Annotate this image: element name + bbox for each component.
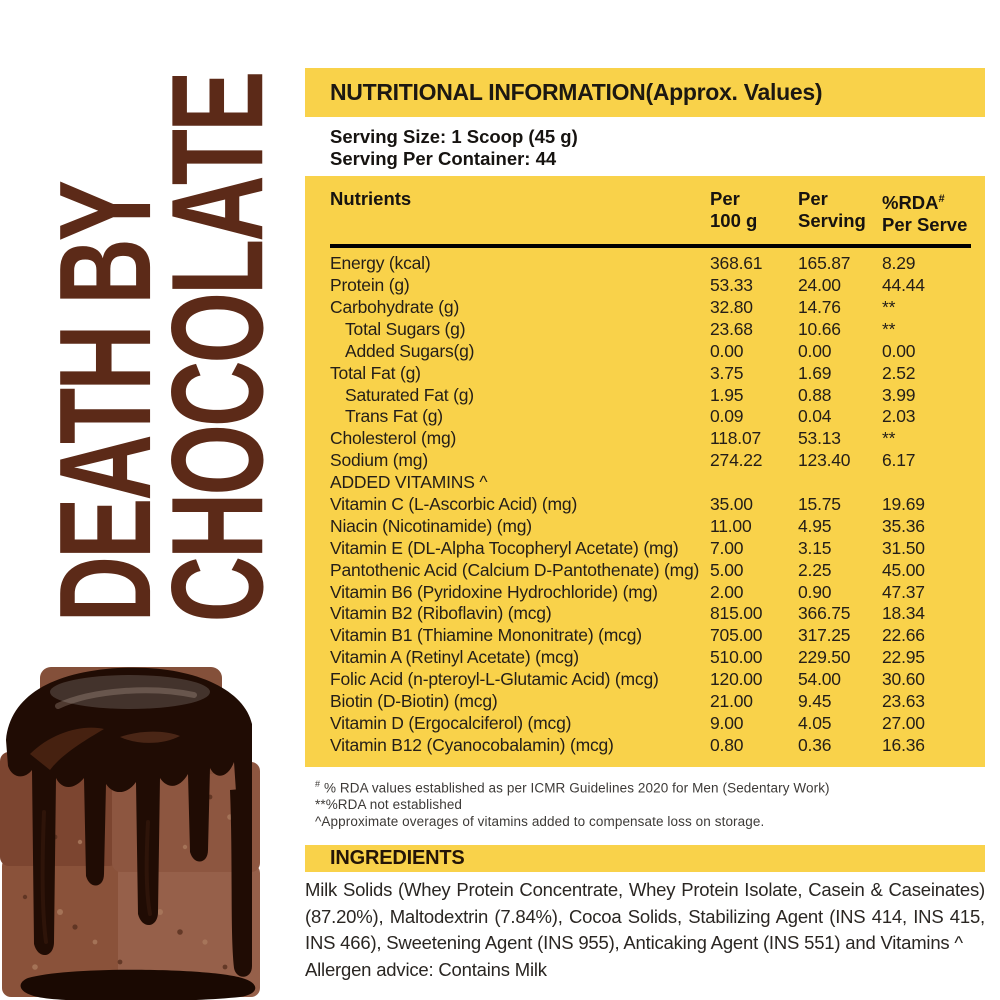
table-row bbox=[330, 625, 973, 647]
nutrient-value: 2.00 bbox=[710, 581, 744, 602]
nutrient-label: Total Sugars (g) bbox=[345, 318, 466, 339]
nutrient-value: 2.03 bbox=[882, 406, 916, 427]
nutrient-value: 4.95 bbox=[798, 515, 832, 536]
nutrient-value: 274.22 bbox=[710, 450, 763, 471]
column-header-per-100g: Per 100 g bbox=[710, 188, 758, 231]
nutrient-value: 0.09 bbox=[710, 406, 744, 427]
ingredients-text: Milk Solids (Whey Protein Concentrate, Whey Protein Isolate, Casein & Caseinates) (87.20%), Maltodextrin (7.84%), Cocoa Solids, Stabilizing Agent (INS 414, INS 415, INS 466), Sweetening Agent (INS 955), Anticaking Agent (INS 551) and Vitamins ^ bbox=[305, 879, 985, 954]
nutrient-label: Vitamin A (Retinyl Acetate) (mcg) bbox=[330, 647, 579, 668]
nutrient-value: 22.66 bbox=[882, 625, 925, 646]
nutrient-label: Vitamin B6 (Pyridoxine Hydrochloride) (mg) bbox=[330, 581, 658, 602]
product-title bbox=[33, 73, 291, 623]
nutrition-header-band bbox=[305, 68, 985, 117]
footnote: **%RDA not established bbox=[315, 797, 463, 813]
table-row bbox=[330, 582, 973, 604]
nutrient-value: 510.00 bbox=[710, 647, 763, 668]
nutrient-label: Energy (kcal) bbox=[330, 253, 431, 274]
table-row bbox=[330, 713, 973, 735]
nutrient-label: Biotin (D-Biotin) (mcg) bbox=[330, 690, 498, 711]
nutrient-value: 9.45 bbox=[798, 690, 832, 711]
nutrient-label: Vitamin D (Ergocalciferol) (mcg) bbox=[330, 712, 572, 733]
nutrient-value: 9.00 bbox=[710, 712, 744, 733]
serving-info bbox=[330, 126, 985, 169]
nutrient-value: 165.87 bbox=[798, 253, 851, 274]
nutrient-value: 0.90 bbox=[798, 581, 832, 602]
nutrient-value: 22.95 bbox=[882, 647, 925, 668]
nutrient-value bbox=[798, 472, 882, 494]
nutrition-table-header bbox=[330, 188, 973, 244]
label-panel bbox=[305, 68, 985, 983]
nutrient-value: ** bbox=[882, 296, 896, 317]
nutrient-value: 0.00 bbox=[710, 340, 744, 361]
table-row bbox=[330, 494, 973, 516]
footnote: # % RDA values established as per ICMR Guidelines 2020 for Men (Sedentary Work) bbox=[315, 778, 830, 796]
table-row bbox=[330, 253, 973, 275]
nutrient-value: 32.80 bbox=[710, 296, 753, 317]
nutrient-value: 24.00 bbox=[798, 275, 841, 296]
nutrient-value: 3.15 bbox=[798, 537, 832, 558]
nutrient-value: 11.00 bbox=[710, 515, 752, 536]
table-row bbox=[330, 363, 973, 385]
nutrient-value: 35.36 bbox=[882, 515, 925, 536]
table-row bbox=[330, 691, 973, 713]
nutrient-label: Protein (g) bbox=[330, 275, 410, 296]
nutrient-label: Total Fat (g) bbox=[330, 362, 421, 383]
table-row bbox=[330, 516, 973, 538]
nutrient-value bbox=[710, 472, 798, 494]
table-row bbox=[330, 385, 973, 407]
nutrition-table bbox=[305, 176, 985, 767]
nutrient-label: Sodium (mg) bbox=[330, 450, 428, 471]
table-row bbox=[330, 603, 973, 625]
footnote: ^Approximate overages of vitamins added to compensate loss on storage. bbox=[315, 814, 765, 830]
ingredients-header-band bbox=[305, 845, 985, 872]
table-row bbox=[330, 735, 973, 757]
nutrient-value: 18.34 bbox=[882, 603, 925, 624]
nutrient-label: Cholesterol (mg) bbox=[330, 428, 457, 449]
product-title-line1: DEATH BY bbox=[33, 182, 179, 623]
nutrient-value: 317.25 bbox=[798, 625, 851, 646]
nutrient-label: Added Sugars(g) bbox=[345, 340, 475, 361]
nutrient-value: 16.36 bbox=[882, 734, 925, 755]
nutrition-header-title: NUTRITIONAL INFORMATION(Approx. Values) bbox=[330, 79, 823, 105]
nutrient-value: 2.52 bbox=[882, 362, 916, 383]
nutrient-value: 15.75 bbox=[798, 493, 841, 514]
nutrient-value: 30.60 bbox=[882, 669, 925, 690]
nutrient-value: 10.66 bbox=[798, 318, 841, 339]
nutrient-label: Niacin (Nicotinamide) (mg) bbox=[330, 515, 532, 536]
nutrient-value: 27.00 bbox=[882, 712, 925, 733]
nutrient-value: ** bbox=[882, 428, 896, 449]
nutrient-label: Vitamin B12 (Cyanocobalamin) (mcg) bbox=[330, 734, 614, 755]
nutrient-value: 31.50 bbox=[882, 537, 925, 558]
nutrient-value: 0.00 bbox=[882, 340, 916, 361]
nutrient-value: 45.00 bbox=[882, 559, 925, 580]
table-row bbox=[330, 428, 973, 450]
nutrient-label: ADDED VITAMINS ^ bbox=[330, 472, 488, 493]
table-row bbox=[330, 297, 973, 319]
nutrient-value: 0.36 bbox=[798, 734, 832, 755]
footnotes bbox=[315, 776, 985, 831]
nutrient-value: 14.76 bbox=[798, 296, 841, 317]
nutrient-value bbox=[882, 472, 973, 494]
nutrient-value: 35.00 bbox=[710, 493, 753, 514]
nutrient-value: 0.04 bbox=[798, 406, 832, 427]
servings-per-container: Serving Per Container: 44 bbox=[330, 147, 557, 169]
nutrient-value: 1.95 bbox=[710, 384, 744, 405]
nutrient-value: 229.50 bbox=[798, 647, 851, 668]
nutrient-label: Trans Fat (g) bbox=[345, 406, 443, 427]
table-row bbox=[330, 560, 973, 582]
column-header-nutrients: Nutrients bbox=[330, 188, 412, 209]
table-row bbox=[330, 538, 973, 560]
nutrient-value: 19.69 bbox=[882, 493, 925, 514]
nutrient-value: 44.44 bbox=[882, 275, 925, 296]
nutrient-value: 47.37 bbox=[882, 581, 925, 602]
nutrient-label: Vitamin B2 (Riboflavin) (mcg) bbox=[330, 603, 552, 624]
nutrient-value: 8.29 bbox=[882, 253, 916, 274]
table-row bbox=[330, 647, 973, 669]
table-row bbox=[330, 275, 973, 297]
nutrient-value: 0.88 bbox=[798, 384, 832, 405]
nutrient-label: Folic Acid (n-pteroyl-L-Glutamic Acid) (mcg) bbox=[330, 669, 659, 690]
nutrient-label: Pantothenic Acid (Calcium D-Pantothenate) (mg) bbox=[330, 559, 700, 580]
nutrient-value: 705.00 bbox=[710, 625, 763, 646]
nutrient-value: 1.69 bbox=[798, 362, 832, 383]
nutrient-label: Vitamin E (DL-Alpha Tocopheryl Acetate) (mg) bbox=[330, 537, 679, 558]
table-row bbox=[330, 319, 973, 341]
nutrient-value: 0.80 bbox=[710, 734, 744, 755]
nutrient-label: Vitamin C (L-Ascorbic Acid) (mg) bbox=[330, 493, 578, 514]
product-title-line2: CHOCOLATE bbox=[145, 73, 291, 623]
column-header-per-serving: Per Serving bbox=[798, 188, 866, 231]
nutrient-value: 118.07 bbox=[710, 428, 762, 449]
nutrient-value: 366.75 bbox=[798, 603, 851, 624]
nutrient-value: 4.05 bbox=[798, 712, 832, 733]
column-header-rda: %RDA# Per Serve bbox=[882, 192, 968, 236]
nutrient-value: 120.00 bbox=[710, 669, 763, 690]
table-row bbox=[330, 450, 973, 472]
serving-size: Serving Size: 1 Scoop (45 g) bbox=[330, 126, 578, 147]
nutrient-label: Vitamin B1 (Thiamine Mononitrate) (mcg) bbox=[330, 625, 642, 646]
nutrient-value: 21.00 bbox=[710, 690, 753, 711]
chocolate-product-photo bbox=[0, 612, 266, 1000]
nutrient-value: 53.33 bbox=[710, 275, 753, 296]
table-row bbox=[330, 406, 973, 428]
nutrient-value: 5.00 bbox=[710, 559, 744, 580]
nutrient-value: ** bbox=[882, 318, 896, 339]
nutrient-value: 815.00 bbox=[710, 603, 763, 624]
nutrient-value: 53.13 bbox=[798, 428, 841, 449]
nutrition-table-body bbox=[330, 248, 973, 756]
nutrient-value: 7.00 bbox=[710, 537, 744, 558]
nutrient-value: 2.25 bbox=[798, 559, 832, 580]
nutrient-value: 6.17 bbox=[882, 450, 916, 471]
nutrient-value: 54.00 bbox=[798, 669, 841, 690]
ingredients-header-title: INGREDIENTS bbox=[330, 847, 465, 870]
nutrient-value: 0.00 bbox=[798, 340, 832, 361]
nutrient-value: 3.75 bbox=[710, 362, 744, 383]
nutrient-value: 123.40 bbox=[798, 450, 851, 471]
nutrient-value: 368.61 bbox=[710, 253, 763, 274]
nutrient-label: Saturated Fat (g) bbox=[345, 384, 474, 405]
table-row bbox=[330, 669, 973, 691]
table-row bbox=[330, 341, 973, 363]
nutrient-value: 23.63 bbox=[882, 690, 925, 711]
allergen-advice: Allergen advice: Contains Milk bbox=[305, 958, 547, 980]
nutrient-value: 3.99 bbox=[882, 384, 916, 405]
nutrient-label: Carbohydrate (g) bbox=[330, 296, 460, 317]
table-row bbox=[330, 472, 973, 494]
nutrient-value: 23.68 bbox=[710, 318, 753, 339]
